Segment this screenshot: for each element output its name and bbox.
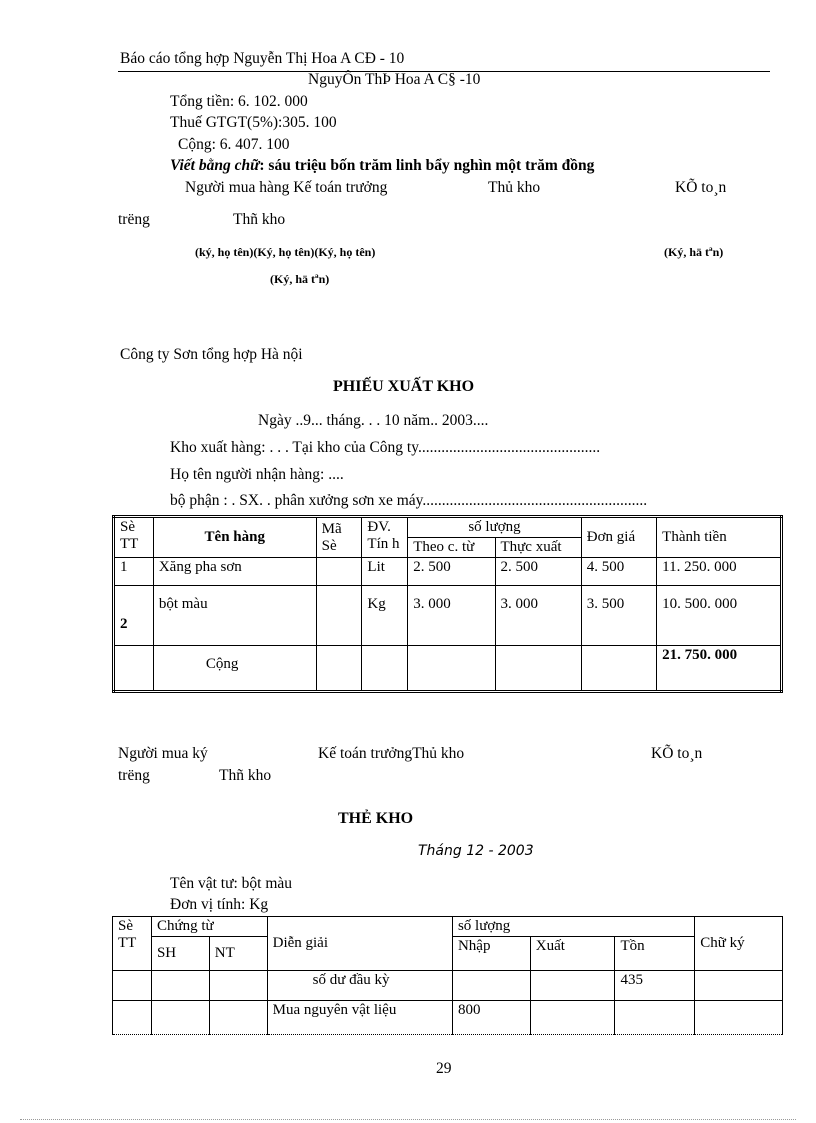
col-nhap-header: Nhập xyxy=(452,937,530,971)
phieu-sign-c: KÕ to¸n xyxy=(651,745,703,762)
words-value: : sáu triệu bốn trăm linh bẩy nghìn một trăm đồng xyxy=(259,157,595,174)
cell-theo: 3. 000 xyxy=(408,586,495,646)
col-ten-header: Tên hàng xyxy=(153,517,316,558)
sign-line2-b: Thñ kho xyxy=(233,211,286,228)
table-row xyxy=(114,586,782,646)
table-header-row xyxy=(114,517,782,538)
col-ma-header: Mã Sè xyxy=(316,517,362,558)
phieu-title: PHIẾU XUẤT KHO xyxy=(333,378,475,395)
the-kho-table xyxy=(112,916,783,1035)
phieu-sign-b: Kế toán trưởngThủ kho xyxy=(318,745,465,762)
cell-stt: 1 xyxy=(114,558,154,586)
total-value: 21. 750. 000 xyxy=(657,646,782,692)
cell-ten: bột màu xyxy=(153,586,316,646)
sign-line1-b: Thủ kho xyxy=(488,179,541,196)
thekho-unit: Đơn vị tính: Kg xyxy=(170,896,269,913)
table-row xyxy=(114,558,782,586)
cell-ton: 435 xyxy=(615,971,695,1001)
col-ton-header: Tồn xyxy=(615,937,695,971)
cell-dongia: 4. 500 xyxy=(581,558,656,586)
sign-note-2: (Ký, hä tªn) xyxy=(664,245,724,259)
col-dongia-header: Đơn giá xyxy=(581,517,656,558)
cell-empty xyxy=(495,646,581,692)
cell-thuc: 2. 500 xyxy=(495,558,581,586)
thekho-month: Tháng 12 - 2003 xyxy=(418,843,534,859)
col-diengiai-header: Diễn giải xyxy=(267,917,452,971)
sign-note-1: (ký, họ tên)(Ký, họ tên)(Ký, họ tên) xyxy=(195,245,376,259)
sum-amount: Cộng: 6. 407. 100 xyxy=(178,136,290,153)
cell-dvt: Kg xyxy=(362,586,408,646)
cell-xuat xyxy=(530,1001,615,1035)
amount-in-words xyxy=(170,157,594,175)
col-xuat-header: Xuất xyxy=(530,937,615,971)
cell-diengiai: Mua nguyên vật liệu xyxy=(267,1001,452,1035)
cell-ten: Xăng pha sơn xyxy=(153,558,316,586)
garbled-title: NguyÔn ThÞ Hoa A C§ -10 xyxy=(308,71,481,88)
col-chungtu-header: Chứng từ xyxy=(151,917,267,937)
col-thuc-header: Thực xuất xyxy=(495,538,581,558)
cell-stt: 2 xyxy=(114,586,154,646)
cell-dvt: Lit xyxy=(362,558,408,586)
cell-empty xyxy=(114,646,154,692)
col-stt-header: Sè TT xyxy=(113,917,152,971)
table-total-row xyxy=(114,646,782,692)
cell-dongia: 3. 500 xyxy=(581,586,656,646)
phieu-warehouse: Kho xuất hàng: . . . Tại kho của Công ty............................................... xyxy=(170,439,601,456)
bottom-dotted-rule xyxy=(20,1119,796,1120)
col-chuky-header: Chữ ký xyxy=(695,917,783,971)
sign-line2-a: trëng xyxy=(118,211,150,228)
sign-note-3: (Ký, hä tªn) xyxy=(270,272,330,286)
cell-empty xyxy=(362,646,408,692)
cell-thanhtien: 10. 500. 000 xyxy=(657,586,782,646)
phieu-sign-a: Người mua ký xyxy=(118,745,208,762)
cell-ma xyxy=(316,586,362,646)
cell-diengiai: số dư đầu kỳ xyxy=(267,971,452,1001)
cell-empty xyxy=(408,646,495,692)
thekho-title: THẺ KHO xyxy=(338,810,414,827)
cell-empty xyxy=(581,646,656,692)
col-stt-header: Sè TT xyxy=(114,517,154,558)
phieu-receiver: Họ tên người nhận hàng: .... xyxy=(170,466,344,483)
phieu-department: bộ phận : . SX. . phân xưởng sơn xe máy.......................................................... xyxy=(170,492,648,509)
vat-amount: Thuế GTGT(5%):305. 100 xyxy=(170,114,337,131)
phieu-sign-e: Thñ kho xyxy=(219,767,272,784)
table-header-row xyxy=(113,917,783,937)
cell-empty xyxy=(316,646,362,692)
sign-line1-a: Người mua hàng Kế toán trưởng xyxy=(185,179,388,196)
cell-thuc: 3. 000 xyxy=(495,586,581,646)
cell-xuat xyxy=(530,971,615,1001)
cell-nhap: 800 xyxy=(452,1001,530,1035)
company-name: Công ty Sơn tổng hợp Hà nội xyxy=(120,346,303,363)
phieu-xuat-kho-table xyxy=(112,515,783,693)
cell-theo: 2. 500 xyxy=(408,558,495,586)
sign-line1-c: KÕ to¸n xyxy=(675,179,727,196)
running-title: Báo cáo tổng hợp Nguyễn Thị Hoa A CĐ - 10 xyxy=(120,50,405,67)
cell-thanhtien: 11. 250. 000 xyxy=(657,558,782,586)
col-theo-header: Theo c. từ xyxy=(408,538,495,558)
table-row xyxy=(113,1001,783,1035)
col-sh-header: SH xyxy=(151,937,209,971)
col-soluong-header: số lượng xyxy=(408,517,582,538)
phieu-sign-d: trëng xyxy=(118,767,150,784)
thekho-material: Tên vật tư: bột màu xyxy=(170,875,293,892)
col-nt-header: NT xyxy=(209,937,267,971)
col-soluong-header: số lượng xyxy=(452,917,694,937)
page-number: 29 xyxy=(436,1060,452,1077)
words-label: Viết bằng chữ xyxy=(170,157,260,174)
total-amount: Tổng tiền: 6. 102. 000 xyxy=(170,93,308,110)
total-label: Cộng xyxy=(153,646,316,692)
cell-ma xyxy=(316,558,362,586)
col-dvt-header: ĐV. Tín h xyxy=(362,517,408,558)
cell-ton xyxy=(615,1001,695,1035)
col-thanhtien-header: Thành tiền xyxy=(657,517,782,558)
table-row xyxy=(113,971,783,1001)
phieu-date: Ngày ..9... tháng. . . 10 năm.. 2003.... xyxy=(258,412,489,429)
cell-nhap xyxy=(452,971,530,1001)
